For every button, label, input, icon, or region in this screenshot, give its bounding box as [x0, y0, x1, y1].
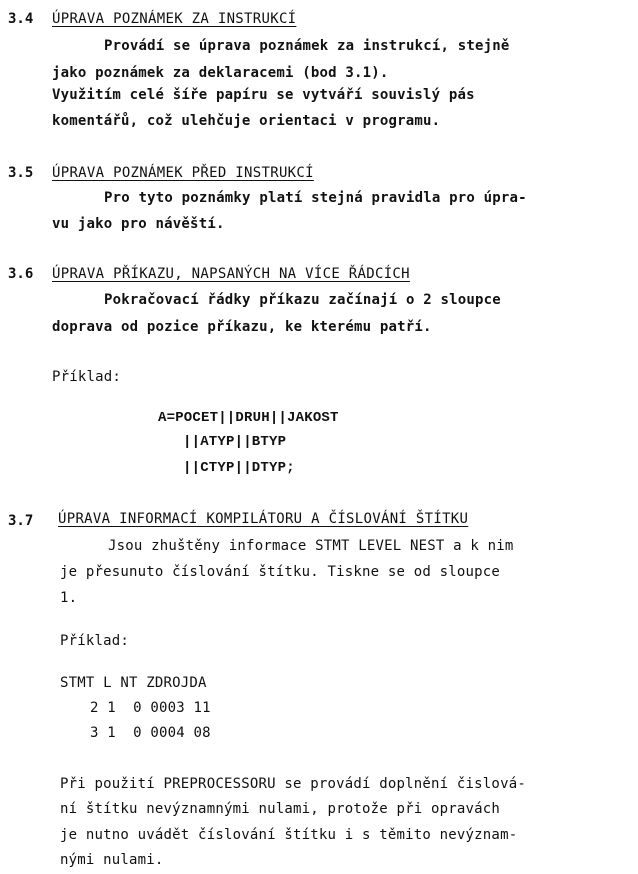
paragraph-line: je nutno uvádět číslování štítku i s těmito nevýznam-	[60, 827, 518, 843]
paragraph-line: vu jako pro návěští.	[52, 216, 225, 232]
paragraph-line: Využitím celé šíře papíru se vytváří souvislý pás	[52, 87, 475, 103]
table-row: 3 1 0 0004 08	[90, 725, 211, 741]
paragraph-line: ní štítku nevýznamnými nulami, protože při opravách	[60, 801, 501, 817]
section-title: ÚPRAVA INFORMACÍ KOMPILÁTORU A ČÍSLOVÁNÍ ŠTÍTKU	[58, 511, 469, 527]
section-title: ÚPRAVA POZNÁMEK ZA INSTRUKCÍ	[52, 11, 297, 27]
paragraph-line: 1.	[60, 590, 78, 606]
paragraph-line: Jsou zhuštěny informace STMT LEVEL NEST a k nim	[108, 538, 514, 554]
paragraph-line: je přesunuto číslování štítku. Tiskne se od sloupce	[60, 564, 501, 580]
paragraph-line: Pokračovací řádky příkazu začínají o 2 sloupce	[104, 292, 501, 308]
code-line: ||ATYP||BTYP	[183, 434, 287, 450]
paragraph-line: Při použití PREPROCESSORU se provádí doplnění čislová-	[60, 776, 526, 792]
code-line: A=POCET||DRUH||JAKOST	[158, 410, 339, 426]
section-number: 3.6	[8, 266, 34, 282]
section-title: ÚPRAVA PŘÍKAZU, NAPSANÝCH NA VÍCE ŘÁDCÍCH	[52, 266, 410, 282]
example-label: Příklad:	[60, 633, 130, 649]
section-number: 3.4	[8, 11, 34, 27]
paragraph-line: jako poznámek za deklaracemi (bod 3.1).	[52, 65, 389, 81]
example-label: Příklad:	[52, 369, 122, 385]
paragraph-line: Pro tyto poznámky platí stejná pravidla pro úpra-	[104, 190, 527, 206]
code-line: ||CTYP||DTYP;	[183, 460, 295, 476]
paragraph-line: komentářů, což ulehčuje orientaci v programu.	[52, 113, 441, 129]
paragraph-line: nými nulami.	[60, 852, 164, 868]
section-number: 3.7	[8, 513, 34, 529]
table-row: 2 1 0 0003 11	[90, 700, 211, 716]
paragraph-line: Provádí se úprava poznámek za instrukcí, stejně	[104, 38, 510, 54]
table-header: STMT L NT ZDROJDA	[60, 675, 207, 691]
section-title: ÚPRAVA POZNÁMEK PŘED INSTRUKCÍ	[52, 165, 314, 181]
section-number: 3.5	[8, 165, 34, 181]
paragraph-line: doprava od pozice příkazu, ke kterému patří.	[52, 319, 432, 335]
